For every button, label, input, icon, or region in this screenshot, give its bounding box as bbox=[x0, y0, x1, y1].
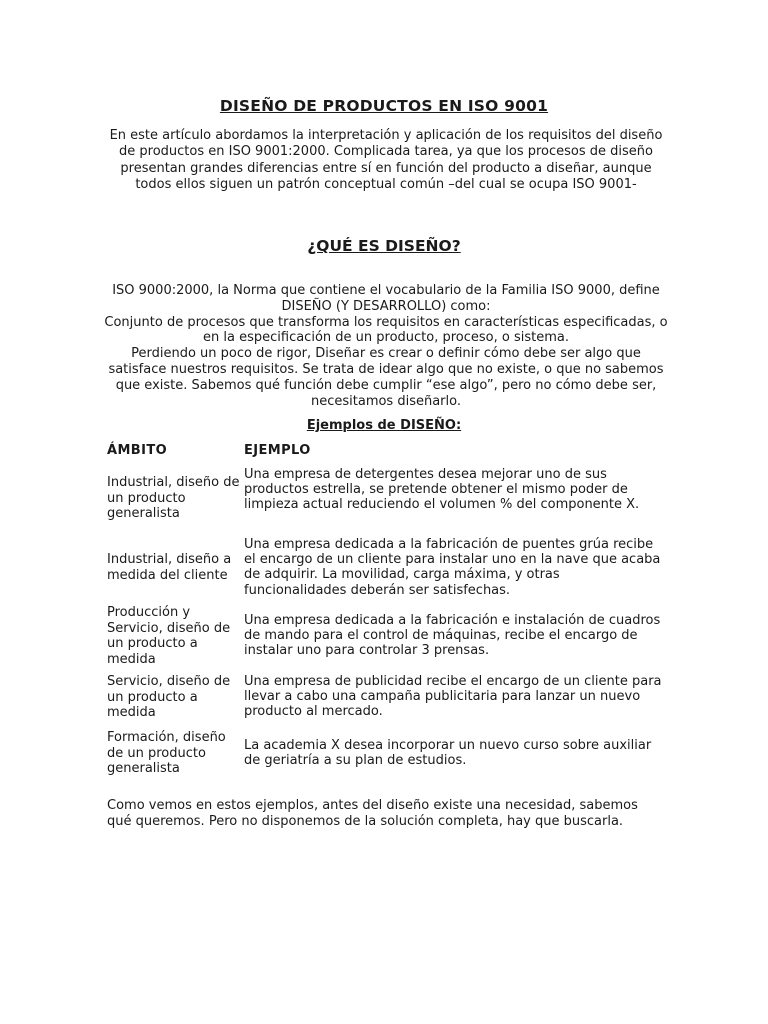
table-cell-ejemplo: Una empresa dedicada a la fabricación de puentes grúa recibe el encargo de un cliente para instalar uno en la nave que acaba de adquirir. La movilidad, carga máxima, y otras funcionalidades deberán ser satisfechas. bbox=[244, 537, 661, 598]
closing-paragraph: Como vemos en estos ejemplos, antes del diseño existe una necesidad, sabemos qué queremos. Pero no disponemos de la solución completa, hay que buscarla. bbox=[107, 798, 638, 829]
examples-heading: Ejemplos de DISEÑO: bbox=[306, 418, 462, 433]
intro-paragraph: En este artículo abordamos la interpretación y aplicación de los requisitos del diseño de productos en ISO 9001:2000. Complicada tarea, ya que los procesos de diseño presentan grandes diferencias entre sí en función del producto a diseñar, aunque todos ellos siguen un patrón conceptual común –del cual se ocupa ISO 9001- bbox=[109, 128, 663, 193]
section-heading-que-es-diseno: ¿QUÉ ES DISEÑO? bbox=[307, 237, 461, 255]
document-title: DISEÑO DE PRODUCTOS EN ISO 9001 bbox=[219, 97, 549, 115]
table-cell-ejemplo: La academia X desea incorporar un nuevo curso sobre auxiliar de geriatría a su plan de estudios. bbox=[244, 738, 652, 769]
table-cell-ejemplo: Una empresa de detergentes desea mejorar uno de sus productos estrella, se pretende obtener el mismo poder de limpieza actual reduciendo el volumen % del componente X. bbox=[244, 467, 640, 513]
definition-quote: Conjunto de procesos que transforma los requisitos en características especificadas, o en la especificación de un producto, proceso, o sistema. bbox=[104, 314, 668, 346]
table-header-ambito: ÁMBITO bbox=[107, 443, 168, 458]
table-header-ejemplo: EJEMPLO bbox=[244, 443, 311, 458]
definition-lead: ISO 9000:2000, la Norma que contiene el vocabulario de la Familia ISO 9000, define DISEÑO (Y DESARROLLO) como: bbox=[112, 283, 660, 314]
table-cell-ejemplo: Una empresa de publicidad recibe el encargo de un cliente para llevar a cabo una campaña publicitaria para lanzar un nuevo producto al mercado. bbox=[244, 674, 662, 720]
table-cell-ejemplo: Una empresa dedicada a la fabricación e instalación de cuadros de mando para el control de máquinas, recibe el encargo de instalar uno para controlar 3 prensas. bbox=[244, 613, 661, 659]
table-cell-ambito: Producción y Servicio, diseño de un producto a medida bbox=[107, 605, 231, 667]
table-cell-ambito: Industrial, diseño de un producto generalista bbox=[107, 475, 240, 521]
table-cell-ambito: Servicio, diseño de un producto a medida bbox=[107, 674, 231, 720]
table-cell-ambito: Formación, diseño de un producto generalista bbox=[107, 730, 226, 776]
table-cell-ambito: Industrial, diseño a medida del cliente bbox=[107, 552, 232, 583]
definition-explanation: Perdiendo un poco de rigor, Diseñar es crear o definir cómo debe ser algo que satisface nuestros requisitos. Se trata de idear algo que no existe, o que no sabemos que existe. Sabemos qué función debe cumplir “ese algo”, pero no cómo debe ser, necesitamos diseñarlo. bbox=[108, 346, 664, 409]
definition-block bbox=[104, 283, 668, 409]
